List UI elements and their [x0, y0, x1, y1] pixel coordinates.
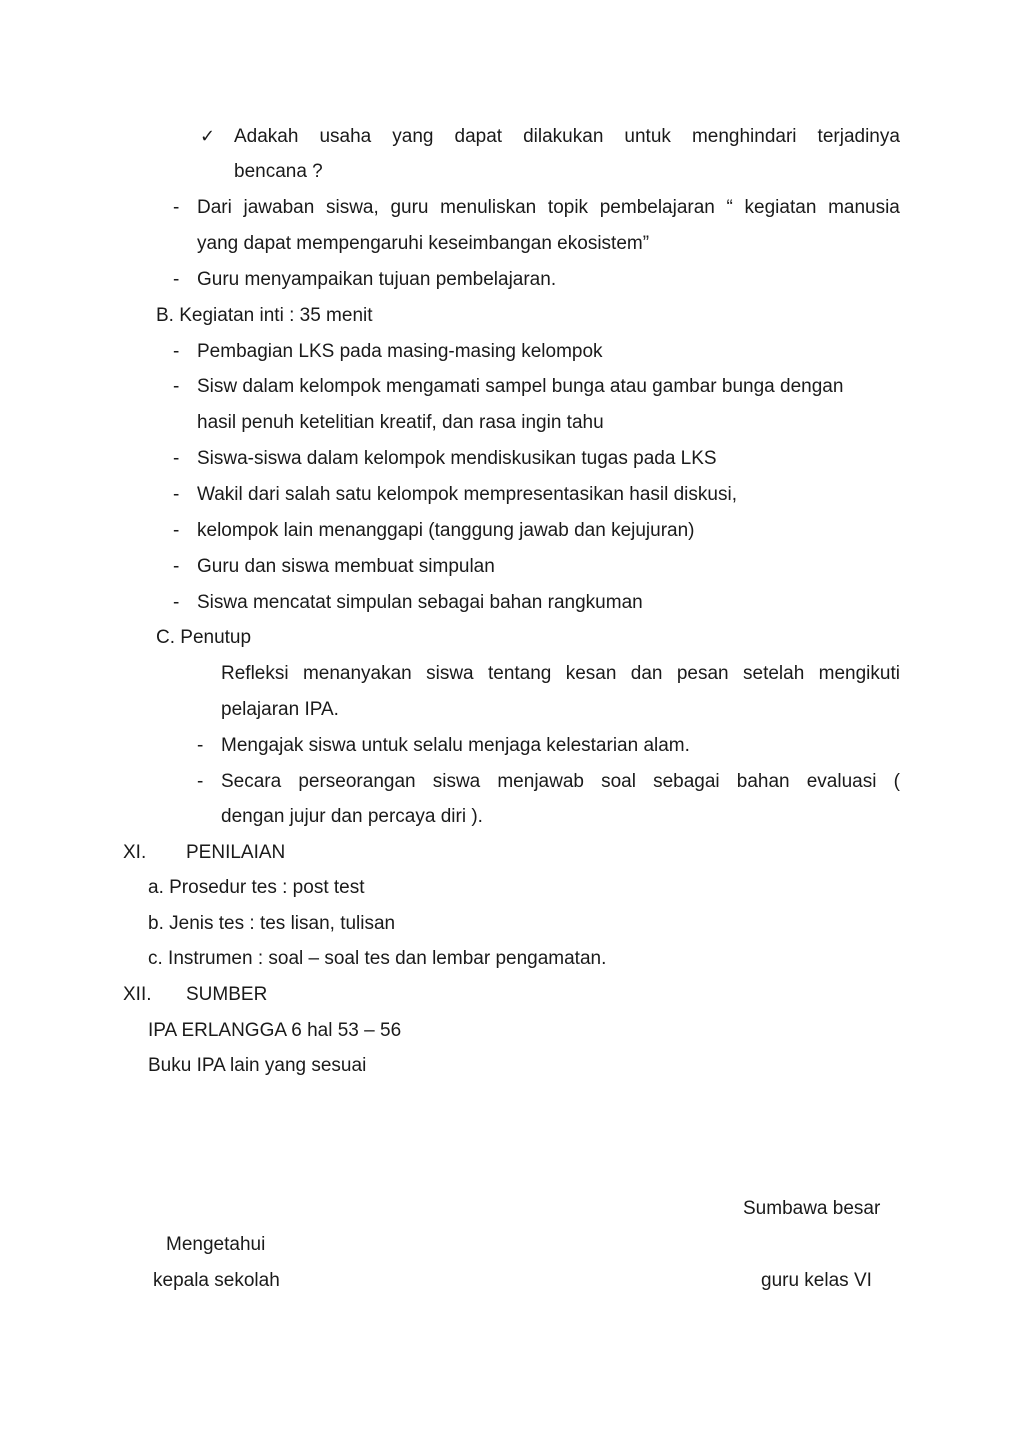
- refleksi-line1: [221, 662, 900, 686]
- checklist-question-line2: bencana ?: [234, 161, 323, 182]
- word: evaluasi: [806, 771, 877, 792]
- list-dash: -: [173, 376, 180, 397]
- word: soal: [601, 771, 636, 792]
- word: untuk: [624, 126, 671, 147]
- section-b-item: Guru dan siswa membuat simpulan: [197, 556, 495, 577]
- opening-item-2: Guru menyampaikan tujuan pembelajaran.: [197, 269, 557, 290]
- list-dash: -: [173, 448, 180, 469]
- penilaian-item-c: c. Instrumen : soal – soal tes dan lembar pengamatan.: [148, 948, 607, 969]
- word: manusia: [828, 197, 900, 218]
- word: menuliskan: [440, 197, 537, 218]
- word: Dari: [197, 197, 232, 218]
- checklist-question-line1: [234, 125, 900, 149]
- signature-acknowledge: Mengetahui: [166, 1234, 266, 1255]
- section-b-item: Pembagian LKS pada masing-masing kelompok: [197, 341, 603, 362]
- word: pembelajaran: [599, 197, 715, 218]
- word: “: [726, 197, 733, 218]
- list-dash: -: [173, 197, 180, 218]
- section-b-item: Wakil dari salah satu kelompok mempresentasikan hasil diskusi,: [197, 484, 737, 505]
- word: siswa,: [325, 197, 379, 218]
- word: menghindari: [691, 126, 797, 147]
- word: Refleksi: [221, 663, 289, 684]
- word: Adakah: [234, 126, 299, 147]
- list-dash: -: [173, 341, 180, 362]
- section-b-heading: B. Kegiatan inti : 35 menit: [156, 305, 373, 326]
- word: sebagai: [653, 771, 720, 792]
- word: kegiatan: [744, 197, 817, 218]
- word: dapat: [454, 126, 503, 147]
- penilaian-item-b: b. Jenis tes : tes lisan, tulisan: [148, 913, 396, 934]
- word: setelah: [743, 663, 805, 684]
- section-b-item: Siswa-siswa dalam kelompok mendiskusikan tugas pada LKS: [197, 448, 717, 469]
- signature-place: Sumbawa besar: [743, 1198, 881, 1219]
- section-xii-title: SUMBER: [186, 984, 268, 1005]
- word: terjadinya: [817, 126, 900, 147]
- word: bahan: [736, 771, 790, 792]
- section-c-heading: C. Penutup: [156, 627, 252, 648]
- sumber-line-2: Buku IPA lain yang sesuai: [148, 1055, 367, 1076]
- word: guru: [390, 197, 429, 218]
- list-dash: -: [173, 556, 180, 577]
- word: (: [893, 771, 900, 792]
- list-dash: -: [197, 771, 204, 792]
- word: kesan: [565, 663, 617, 684]
- section-c-item-2-line1: [221, 770, 900, 794]
- section-xi-numeral: XI.: [123, 842, 147, 863]
- word: menjawab: [497, 771, 584, 792]
- word: perseorangan: [298, 771, 416, 792]
- list-dash: -: [173, 269, 180, 290]
- sumber-line-1: IPA ERLANGGA 6 hal 53 – 56: [148, 1020, 402, 1041]
- word: mengikuti: [818, 663, 900, 684]
- section-b-item: Sisw dalam kelompok mengamati sampel bunga atau gambar bunga dengan: [197, 376, 844, 397]
- signature-right-role: guru kelas VI: [761, 1270, 872, 1291]
- section-c-item-2-line2: dengan jujur dan percaya diri ).: [221, 806, 483, 827]
- check-icon: ✓: [200, 126, 216, 147]
- word: dan: [630, 663, 663, 684]
- penilaian-item-a: a. Prosedur tes : post test: [148, 877, 365, 898]
- signature-left-role: kepala sekolah: [153, 1270, 280, 1291]
- list-dash: -: [173, 520, 180, 541]
- word: topik: [547, 197, 589, 218]
- section-c-item-1: Mengajak siswa untuk selalu menjaga kelestarian alam.: [221, 735, 690, 756]
- word: tentang: [487, 663, 552, 684]
- word: siswa: [432, 771, 481, 792]
- word: yang: [392, 126, 434, 147]
- section-b-item-cont: hasil penuh ketelitian kreatif, dan rasa ingin tahu: [197, 412, 604, 433]
- list-dash: -: [173, 592, 180, 613]
- word: Secara: [221, 771, 282, 792]
- list-dash: -: [197, 735, 204, 756]
- word: pesan: [676, 663, 729, 684]
- word: siswa: [426, 663, 474, 684]
- refleksi-line2: pelajaran IPA.: [221, 699, 339, 720]
- word: dilakukan: [523, 126, 604, 147]
- opening-item-1-line1: [197, 196, 900, 220]
- section-b-item: Siswa mencatat simpulan sebagai bahan rangkuman: [197, 592, 643, 613]
- opening-item-1-line2: yang dapat mempengaruhi keseimbangan ekosistem”: [197, 233, 650, 254]
- list-dash: -: [173, 484, 180, 505]
- word: usaha: [319, 126, 372, 147]
- section-xi-title: PENILAIAN: [186, 842, 286, 863]
- word: jawaban: [243, 197, 315, 218]
- word: menanyakan: [302, 663, 412, 684]
- section-xii-numeral: XII.: [123, 984, 152, 1005]
- section-b-item: kelompok lain menanggapi (tanggung jawab dan kejujuran): [197, 520, 695, 541]
